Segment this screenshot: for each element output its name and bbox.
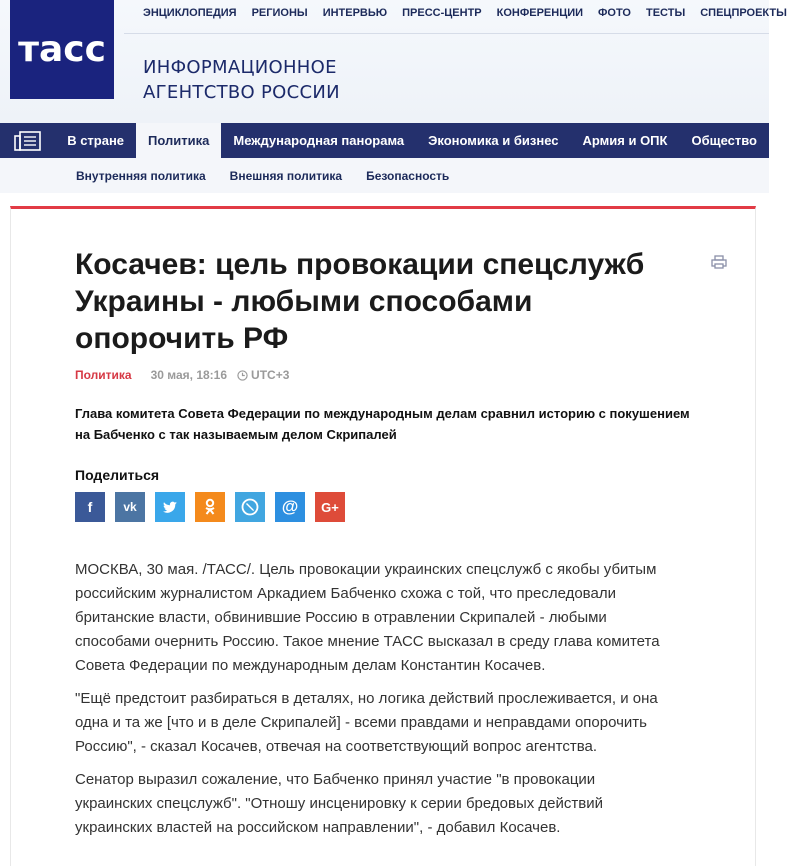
nav-item-society[interactable]: Общество: [691, 133, 757, 148]
agency-name-line2: АГЕНТСТВО РОССИИ: [143, 82, 340, 103]
article-timezone: [237, 368, 289, 382]
article-paragraph: Сенатор выразил сожаление, что Бабченко принял участие "в провокации украинских спецслужб". "Отношу инсценировку к серии бредовых действий украинских властей на российском направлении", - добавил Косачев.: [75, 771, 603, 836]
article-headline: [75, 246, 685, 357]
sub-nav: [0, 158, 769, 193]
top-menu: [143, 7, 802, 19]
facebook-share-button[interactable]: [75, 492, 105, 522]
article-lead: [75, 403, 705, 445]
agency-name-line1: ИНФОРМАЦИОННОЕ: [143, 57, 337, 78]
main-nav: [0, 123, 769, 158]
odnoklassniki-icon: [204, 498, 216, 516]
nav-item-international[interactable]: Международная панорама: [233, 133, 405, 148]
twitter-share-button[interactable]: [155, 492, 185, 522]
subnav-item-foreign-politics[interactable]: Внешняя политика: [229, 168, 343, 183]
article-body: [75, 558, 695, 849]
share-title: Поделиться: [75, 467, 160, 483]
livejournal-share-button[interactable]: [235, 492, 265, 522]
top-menu-divider: [124, 33, 769, 34]
share-buttons: [75, 492, 355, 522]
nav-item-economy[interactable]: Экономика и бизнес: [428, 133, 559, 148]
logo-text: тасс: [18, 29, 106, 70]
lead-line2: на Бабченко с так называемым делом Скрипалей: [75, 427, 397, 442]
top-menu-item-conferences[interactable]: КОНФЕРЕНЦИИ: [496, 7, 584, 19]
vk-icon: vk: [123, 500, 137, 514]
article-paragraph: "Ещё предстоит разбираться в деталях, но логика действий прослеживается, и она одна и та же [что и в деле Скрипалей] - всеми правдами и неправдами опорочить Россию", - сказал Косачев, отвечая на соответствующий вопрос агентства.: [75, 690, 658, 755]
top-menu-item-regions[interactable]: РЕГИОНЫ: [251, 7, 308, 19]
livejournal-icon: [241, 498, 259, 516]
print-icon[interactable]: [711, 255, 727, 274]
top-menu-item-photo[interactable]: ФОТО: [598, 7, 631, 19]
top-menu-item-special-projects[interactable]: СПЕЦПРОЕКТЫ: [700, 7, 787, 19]
headline-line1: Косачев: цель провокации спецслужб: [75, 248, 645, 281]
nav-item-country[interactable]: В стране: [67, 133, 125, 148]
google-plus-share-button[interactable]: [315, 492, 345, 522]
lead-line1: Глава комитета Совета Федерации по международным делам сравнил историю с покушением: [75, 406, 690, 421]
article-meta: [75, 368, 289, 382]
article-date: 30 мая, 18:16: [150, 368, 228, 382]
odnoklassniki-share-button[interactable]: [195, 492, 225, 522]
agency-name: [143, 55, 340, 105]
nav-item-army[interactable]: Армия и ОПК: [582, 133, 668, 148]
mail-icon: @: [281, 497, 299, 516]
clock-icon: [237, 370, 248, 381]
newsfeed-icon[interactable]: [0, 123, 55, 158]
headline-line3: опорочить РФ: [75, 322, 289, 355]
vk-share-button[interactable]: [115, 492, 145, 522]
subnav-item-security[interactable]: Безопасность: [366, 168, 450, 183]
headline-line2: Украины - любыми способами: [75, 285, 533, 318]
google-plus-icon: G+: [321, 499, 339, 515]
tass-logo[interactable]: [10, 0, 114, 99]
top-menu-item-press-center[interactable]: ПРЕСС-ЦЕНТР: [402, 7, 482, 19]
facebook-icon: f: [87, 499, 93, 515]
top-menu-item-encyclopedia[interactable]: ЭНЦИКЛОПЕДИЯ: [143, 7, 237, 19]
article-paragraph: МОСКВА, 30 мая. /ТАСС/. Цель провокации украинских спецслужб с якобы убитым российским журналистом Аркадием Бабченко схожа с той, что преследовали британские власти, обвинившие Россию в отравлении Скрипалей - любыми способами очернить Россию. Такое мнение ТАСС высказал в среду глава комитета Совета Федерации по международным делам Константин Косачев.: [75, 561, 660, 674]
subnav-item-domestic-politics[interactable]: Внутренняя политика: [76, 168, 206, 183]
timezone-label: UTC+3: [251, 368, 290, 382]
nav-item-politics[interactable]: Политика: [136, 123, 221, 158]
article-rubric[interactable]: Политика: [75, 368, 132, 382]
top-menu-item-interview[interactable]: ИНТЕРВЬЮ: [322, 7, 388, 19]
mail-share-button[interactable]: [275, 492, 305, 522]
twitter-icon: [162, 501, 178, 514]
top-menu-item-tests[interactable]: ТЕСТЫ: [646, 7, 686, 19]
